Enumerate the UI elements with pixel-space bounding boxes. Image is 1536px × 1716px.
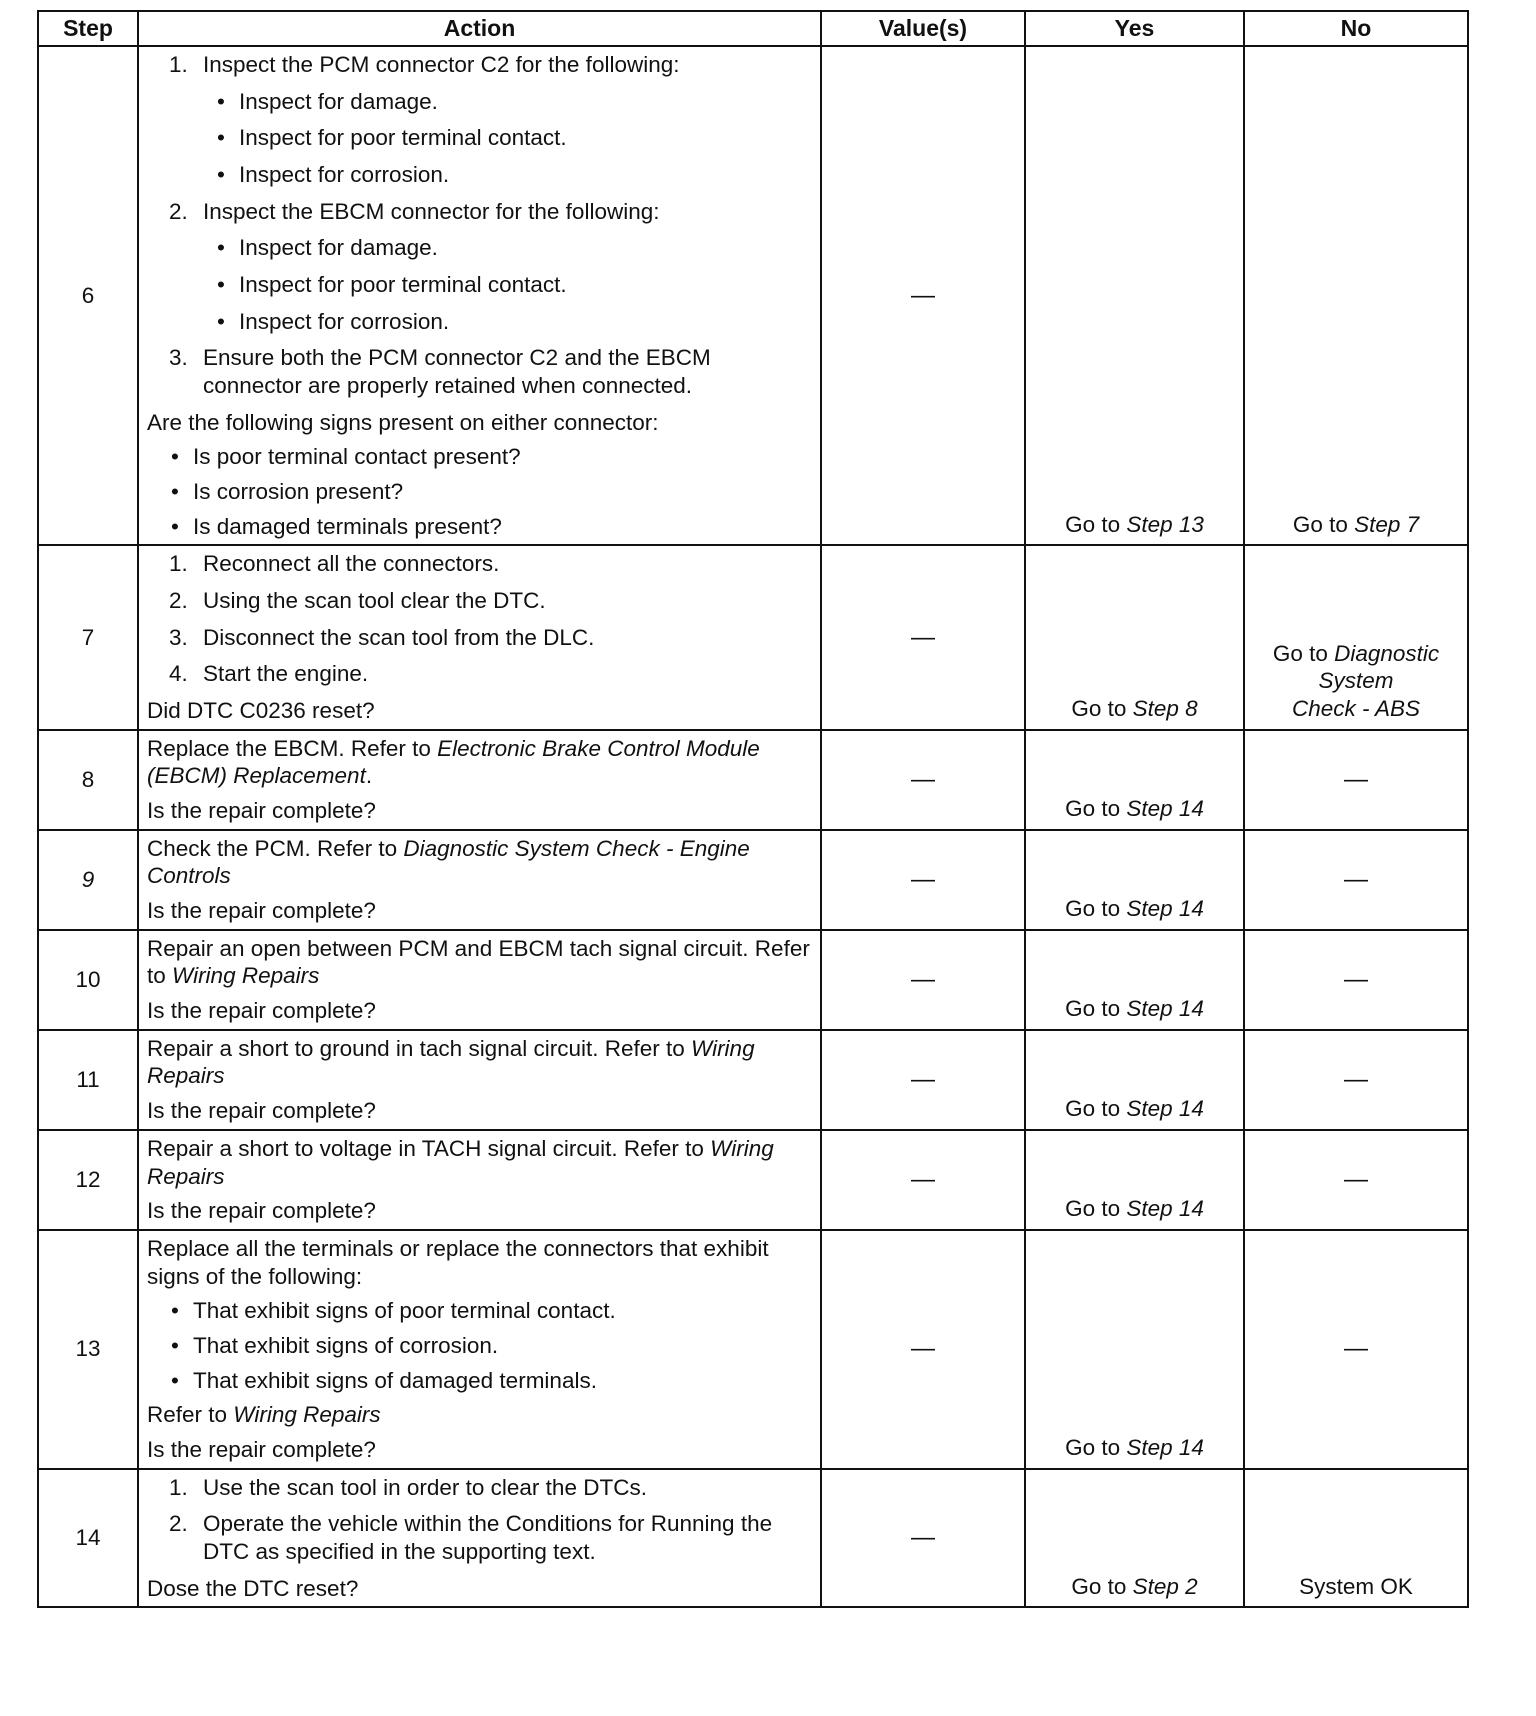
action-text: Replace all the terminals or replace the connectors that exhibit signs of the following:: [147, 1235, 769, 1289]
no-cell: —: [1244, 730, 1468, 830]
list-item: • Inspect for poor terminal contact.: [217, 125, 567, 151]
yes-cell: Go to Step 14: [1025, 730, 1244, 830]
action-cell: [138, 830, 821, 930]
question-text: Did DTC C0236 reset?: [147, 698, 375, 724]
list-item: 3. Ensure both the PCM connector C2 and the EBCM connector are properly retained when connected.: [169, 345, 711, 399]
list-item: 1. Use the scan tool in order to clear the DTCs.: [169, 1474, 647, 1500]
yes-step-link: Step 13: [1126, 511, 1204, 537]
value-cell: —: [821, 830, 1025, 930]
yes-step-link: Step 14: [1126, 996, 1204, 1022]
value-cell: —: [821, 545, 1025, 729]
no-step-link: Step 7: [1354, 511, 1420, 537]
value-cell: —: [821, 1130, 1025, 1230]
table-row: [38, 545, 1468, 729]
list-item: 4. Start the engine.: [169, 661, 369, 687]
yes-cell: Go to Step 14: [1025, 1030, 1244, 1130]
no-cell: —: [1244, 830, 1468, 930]
yes-cell: Go to Step 14: [1025, 930, 1244, 1030]
action-cell: [138, 1130, 821, 1230]
yes-step-link: Step 14: [1126, 1096, 1204, 1122]
header-yes: Yes: [1025, 11, 1244, 46]
step-number: 12: [38, 1130, 138, 1230]
list-item: 1. Inspect the PCM connector C2 for the following:: [169, 52, 680, 77]
yes-step-link: Step 14: [1126, 1434, 1204, 1460]
question-text: Is the repair complete?: [147, 1098, 376, 1124]
reference-link: Diagnostic System Check - Engine Controls: [147, 835, 750, 889]
yes-step-link: Step 14: [1126, 796, 1204, 822]
value-cell: —: [821, 46, 1025, 545]
table-row: [38, 1230, 1468, 1469]
list-item: • Inspect for damage.: [217, 235, 438, 261]
list-item: • Inspect for poor terminal contact.: [217, 272, 567, 298]
no-cell: System OK: [1244, 1469, 1468, 1608]
no-cell: —: [1244, 1230, 1468, 1469]
reference-link: Wiring Repairs: [233, 1402, 381, 1428]
question-text: Is the repair complete?: [147, 798, 376, 824]
list-item: • Inspect for damage.: [217, 88, 438, 114]
table-row: [38, 730, 1468, 830]
action-cell: [138, 46, 821, 545]
reference-link: Electronic Brake Control Module (EBCM) Replacement: [147, 735, 760, 789]
list-item: • That exhibit signs of poor terminal contact.: [171, 1298, 616, 1324]
question-text: Is the repair complete?: [147, 998, 376, 1024]
value-cell: —: [821, 730, 1025, 830]
step-number: 11: [38, 1030, 138, 1130]
no-cell: Go to Diagnostic System Check - ABS: [1244, 545, 1468, 729]
step-number: 14: [38, 1469, 138, 1608]
header-values: Value(s): [821, 11, 1025, 46]
yes-step-link: Step 14: [1126, 896, 1204, 922]
table-header-row: [38, 11, 1468, 46]
step-number: 10: [38, 930, 138, 1030]
no-cell: —: [1244, 930, 1468, 1030]
no-link-line-1: Diagnostic: [1334, 640, 1440, 666]
action-cell: [138, 730, 821, 830]
action-cell: [138, 930, 821, 1030]
table-row: [38, 46, 1468, 545]
header-step: Step: [38, 11, 138, 46]
reference-link: Wiring Repairs: [147, 1135, 774, 1189]
list-item: • That exhibit signs of corrosion.: [171, 1332, 499, 1358]
refer-text: Refer to Wiring Repairs: [147, 1402, 381, 1428]
yes-step-link: Step 8: [1132, 696, 1198, 722]
list-item: 2. Operate the vehicle within the Conditions for Running the DTC as specified in the supporting text.: [169, 1511, 773, 1564]
table-row: [38, 1030, 1468, 1130]
no-cell: —: [1244, 1030, 1468, 1130]
diagnostic-table: [37, 10, 1469, 1608]
question-text: Is the repair complete?: [147, 898, 376, 924]
action-cell: [138, 1469, 821, 1608]
table-row: [38, 1469, 1468, 1608]
question-text: Is the repair complete?: [147, 1436, 376, 1462]
action-text: Repair a short to voltage in TACH signal circuit. Refer to Wiring Repairs: [147, 1135, 774, 1189]
no-link-line-3: Check - ABS: [1292, 696, 1420, 722]
table-row: [38, 1130, 1468, 1230]
list-item: 2. Inspect the EBCM connector for the following:: [169, 198, 660, 224]
reference-link: Wiring Repairs: [147, 1035, 755, 1089]
yes-cell: Go to Step 14: [1025, 830, 1244, 930]
list-item: 3. Disconnect the scan tool from the DLC.: [169, 624, 595, 650]
yes-cell: Go to Step 8: [1025, 545, 1244, 729]
step-number: 9: [38, 830, 138, 930]
list-item: • Is damaged terminals present?: [171, 513, 502, 539]
list-item: • Inspect for corrosion.: [217, 162, 450, 188]
action-text: Replace the EBCM. Refer to Electronic Brake Control Module (EBCM) Replacement.: [147, 735, 760, 789]
no-cell: —: [1244, 1130, 1468, 1230]
reference-link: Wiring Repairs: [172, 963, 320, 989]
header-no: No: [1244, 11, 1468, 46]
header-action: Action: [138, 11, 821, 46]
list-item: 2. Using the scan tool clear the DTC.: [169, 588, 546, 614]
list-item: 1. Reconnect all the connectors.: [169, 551, 500, 577]
question-text: Are the following signs present on either connector:: [147, 409, 659, 435]
list-item: • Is poor terminal contact present?: [171, 444, 521, 470]
table-row: [38, 930, 1468, 1030]
step-number: 8: [38, 730, 138, 830]
no-cell: Go to Step 7: [1244, 46, 1468, 545]
no-link-line-2: System: [1318, 668, 1394, 694]
yes-step-link: Step 2: [1132, 1573, 1198, 1599]
action-cell: [138, 1030, 821, 1130]
value-cell: —: [821, 930, 1025, 1030]
yes-cell: Go to Step 13: [1025, 46, 1244, 545]
list-item: • Is corrosion present?: [171, 479, 404, 505]
diagnostic-table-sheet: [37, 10, 1467, 1608]
value-cell: —: [821, 1230, 1025, 1469]
question-text: Dose the DTC reset?: [147, 1575, 359, 1601]
list-item: • That exhibit signs of damaged terminals.: [171, 1367, 597, 1393]
yes-cell: Go to Step 2: [1025, 1469, 1244, 1608]
yes-cell: Go to Step 14: [1025, 1130, 1244, 1230]
action-text: Repair an open between PCM and EBCM tach signal circuit. Refer to Wiring Repairs: [147, 935, 810, 989]
yes-step-link: Step 14: [1126, 1196, 1204, 1222]
action-cell: [138, 1230, 821, 1469]
action-cell: [138, 545, 821, 729]
step-number: 7: [38, 545, 138, 729]
yes-cell: Go to Step 14: [1025, 1230, 1244, 1469]
value-cell: —: [821, 1469, 1025, 1608]
action-text: Repair a short to ground in tach signal circuit. Refer to Wiring Repairs: [147, 1035, 755, 1089]
step-number: 6: [38, 46, 138, 545]
question-text: Is the repair complete?: [147, 1198, 376, 1224]
action-text: Check the PCM. Refer to Diagnostic System Check - Engine Controls: [147, 835, 750, 889]
value-cell: —: [821, 1030, 1025, 1130]
list-item: • Inspect for corrosion.: [217, 308, 450, 334]
step-number: 13: [38, 1230, 138, 1469]
table-row: [38, 830, 1468, 930]
